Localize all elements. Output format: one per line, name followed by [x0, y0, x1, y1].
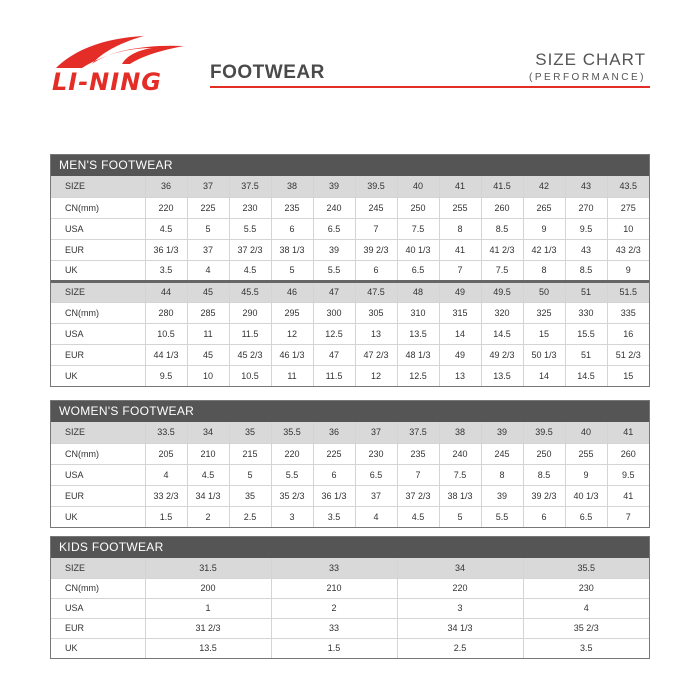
- row-label: USA: [51, 323, 145, 344]
- table-cell: 230: [355, 443, 397, 464]
- table-cell: 42: [523, 176, 565, 197]
- table-cell: 47.5: [355, 281, 397, 302]
- table-cell: 9: [523, 218, 565, 239]
- table-row: [51, 260, 649, 281]
- table-cell: 45: [187, 281, 229, 302]
- table-cell: 200: [145, 578, 271, 598]
- table-cell: 43.5: [607, 176, 649, 197]
- table-cell: 37.5: [397, 422, 439, 443]
- table-row: [51, 239, 649, 260]
- table-cell: 255: [439, 197, 481, 218]
- table-cell: 38: [271, 176, 313, 197]
- chart-title: SIZE CHART: [535, 50, 646, 69]
- table-cell: 14.5: [481, 323, 523, 344]
- table-cell: 4.5: [397, 506, 439, 527]
- table-cell: 275: [607, 197, 649, 218]
- table-cell: 13: [439, 365, 481, 386]
- table-cell: 7: [439, 260, 481, 281]
- table-cell: 235: [397, 443, 439, 464]
- table-cell: 295: [271, 302, 313, 323]
- table-row: [51, 218, 649, 239]
- table-cell: 240: [439, 443, 481, 464]
- table-cell: 220: [145, 197, 187, 218]
- row-label: UK: [51, 638, 145, 658]
- table-cell: 35.5: [523, 558, 649, 578]
- table-cell: 4: [145, 464, 187, 485]
- table-row: [51, 422, 649, 443]
- table-cell: 40: [397, 176, 439, 197]
- table-cell: 38 1/3: [271, 239, 313, 260]
- table-cell: 39: [313, 239, 355, 260]
- table-cell: 41: [607, 485, 649, 506]
- section-title: WOMEN'S FOOTWEAR: [51, 401, 649, 422]
- table-row: [51, 344, 649, 365]
- table-cell: 40: [565, 422, 607, 443]
- table-cell: 39: [313, 176, 355, 197]
- table-cell: 44 1/3: [145, 344, 187, 365]
- table-cell: 1: [145, 598, 271, 618]
- table-row: [51, 506, 649, 527]
- table-cell: 2: [271, 598, 397, 618]
- table-cell: 4.5: [229, 260, 271, 281]
- table-cell: 35 2/3: [523, 618, 649, 638]
- table-cell: 41 2/3: [481, 239, 523, 260]
- table-cell: 9: [607, 260, 649, 281]
- header-divider: [210, 86, 650, 88]
- table-cell: 210: [187, 443, 229, 464]
- table-cell: 225: [313, 443, 355, 464]
- row-label: SIZE: [51, 281, 145, 302]
- table-cell: 260: [481, 197, 523, 218]
- table-cell: 13: [355, 323, 397, 344]
- table-cell: 7.5: [481, 260, 523, 281]
- table-cell: 51: [565, 344, 607, 365]
- table-cell: 13.5: [397, 323, 439, 344]
- table-cell: 205: [145, 443, 187, 464]
- row-label: UK: [51, 260, 145, 281]
- table-cell: 280: [145, 302, 187, 323]
- table-cell: 325: [523, 302, 565, 323]
- row-label: SIZE: [51, 422, 145, 443]
- table-cell: 215: [229, 443, 271, 464]
- table-cell: 33 2/3: [145, 485, 187, 506]
- table-cell: 4: [187, 260, 229, 281]
- table-cell: 41: [439, 239, 481, 260]
- row-label: USA: [51, 218, 145, 239]
- table-row: [51, 281, 649, 302]
- table-cell: 5: [439, 506, 481, 527]
- table-cell: 8: [523, 260, 565, 281]
- brand-name: LI-NING: [52, 68, 162, 96]
- table-cell: 33: [271, 618, 397, 638]
- table-cell: 41: [439, 176, 481, 197]
- table-cell: 35: [229, 422, 271, 443]
- table-cell: 8: [439, 218, 481, 239]
- table-row: [51, 578, 649, 598]
- row-label: CN(mm): [51, 443, 145, 464]
- table-cell: 12.5: [397, 365, 439, 386]
- table-cell: 48 1/3: [397, 344, 439, 365]
- table-cell: 265: [523, 197, 565, 218]
- table-cell: 7: [607, 506, 649, 527]
- table-cell: 35.5: [271, 422, 313, 443]
- row-label: UK: [51, 365, 145, 386]
- table-cell: 47 2/3: [355, 344, 397, 365]
- table-cell: 10.5: [145, 323, 187, 344]
- table-row: [51, 558, 649, 578]
- section-title: MEN'S FOOTWEAR: [51, 155, 649, 176]
- table-cell: 14: [523, 365, 565, 386]
- table-cell: 35: [229, 485, 271, 506]
- table-cell: 47: [313, 344, 355, 365]
- table-cell: 7: [397, 464, 439, 485]
- table-cell: 230: [523, 578, 649, 598]
- table-cell: 9.5: [607, 464, 649, 485]
- table-cell: 34 1/3: [187, 485, 229, 506]
- table-cell: 36: [313, 422, 355, 443]
- row-label: EUR: [51, 485, 145, 506]
- row-label: CN(mm): [51, 302, 145, 323]
- table-cell: 50 1/3: [523, 344, 565, 365]
- table-cell: 49: [439, 281, 481, 302]
- table-cell: 290: [229, 302, 271, 323]
- table-cell: 43: [565, 239, 607, 260]
- row-label: SIZE: [51, 558, 145, 578]
- table-cell: 10.5: [229, 365, 271, 386]
- table-row: [51, 176, 649, 197]
- table-cell: 4.5: [145, 218, 187, 239]
- table-cell: 6.5: [313, 218, 355, 239]
- table-cell: 255: [565, 443, 607, 464]
- table-cell: 51 2/3: [607, 344, 649, 365]
- table-cell: 225: [187, 197, 229, 218]
- table-cell: 305: [355, 302, 397, 323]
- table-cell: 45.5: [229, 281, 271, 302]
- chart-subtitle: (PERFORMANCE): [529, 72, 646, 83]
- table-cell: 49 2/3: [481, 344, 523, 365]
- table-cell: 5.5: [229, 218, 271, 239]
- table-cell: 270: [565, 197, 607, 218]
- table-cell: 11: [271, 365, 313, 386]
- table-cell: 12: [355, 365, 397, 386]
- table-cell: 43 2/3: [607, 239, 649, 260]
- size-table: [51, 558, 649, 658]
- table-cell: 37.5: [229, 176, 271, 197]
- table-cell: 39 2/3: [355, 239, 397, 260]
- table-cell: 37 2/3: [229, 239, 271, 260]
- table-cell: 6: [355, 260, 397, 281]
- table-cell: 38: [439, 422, 481, 443]
- table-cell: 6.5: [355, 464, 397, 485]
- table-cell: 3.5: [145, 260, 187, 281]
- table-cell: 8.5: [523, 464, 565, 485]
- table-cell: 235: [271, 197, 313, 218]
- row-label: CN(mm): [51, 197, 145, 218]
- table-cell: 7.5: [397, 218, 439, 239]
- table-cell: 8.5: [565, 260, 607, 281]
- table-cell: 220: [397, 578, 523, 598]
- table-cell: 39.5: [355, 176, 397, 197]
- size-table: [51, 176, 649, 386]
- table-cell: 11.5: [313, 365, 355, 386]
- table-cell: 8.5: [481, 218, 523, 239]
- table-cell: 3.5: [523, 638, 649, 658]
- table-cell: 37: [187, 176, 229, 197]
- table-cell: 6: [523, 506, 565, 527]
- li-ning-swoosh-icon: [52, 30, 187, 70]
- table-cell: 6.5: [397, 260, 439, 281]
- table-cell: 49.5: [481, 281, 523, 302]
- table-cell: 2.5: [397, 638, 523, 658]
- table-cell: 12: [271, 323, 313, 344]
- size-table: [51, 422, 649, 527]
- table-cell: 250: [523, 443, 565, 464]
- table-cell: 39 2/3: [523, 485, 565, 506]
- table-cell: 210: [271, 578, 397, 598]
- table-cell: 7: [355, 218, 397, 239]
- chart-title-block: [529, 50, 646, 83]
- table-cell: 15.5: [565, 323, 607, 344]
- table-cell: 260: [607, 443, 649, 464]
- table-cell: 40 1/3: [397, 239, 439, 260]
- table-cell: 245: [481, 443, 523, 464]
- table-cell: 41: [607, 422, 649, 443]
- table-row: [51, 598, 649, 618]
- table-cell: 5: [271, 260, 313, 281]
- table-row: [51, 464, 649, 485]
- table-cell: 39: [481, 422, 523, 443]
- row-label: UK: [51, 506, 145, 527]
- table-cell: 5: [187, 218, 229, 239]
- table-cell: 9: [565, 464, 607, 485]
- table-cell: 1.5: [271, 638, 397, 658]
- table-cell: 33.5: [145, 422, 187, 443]
- table-cell: 37: [187, 239, 229, 260]
- table-row: [51, 443, 649, 464]
- table-cell: 44: [145, 281, 187, 302]
- table-cell: 36 1/3: [313, 485, 355, 506]
- table-cell: 330: [565, 302, 607, 323]
- row-label: EUR: [51, 344, 145, 365]
- table-cell: 240: [313, 197, 355, 218]
- row-label: EUR: [51, 618, 145, 638]
- table-cell: 34: [397, 558, 523, 578]
- section-title: KIDS FOOTWEAR: [51, 537, 649, 558]
- table-cell: 41.5: [481, 176, 523, 197]
- womens-footwear-section: [50, 400, 650, 528]
- table-cell: 39: [481, 485, 523, 506]
- table-cell: 4.5: [187, 464, 229, 485]
- kids-footwear-section: [50, 536, 650, 659]
- table-cell: 36 1/3: [145, 239, 187, 260]
- row-label: SIZE: [51, 176, 145, 197]
- table-cell: 9.5: [145, 365, 187, 386]
- table-cell: 315: [439, 302, 481, 323]
- table-cell: 5.5: [481, 506, 523, 527]
- table-cell: 12.5: [313, 323, 355, 344]
- table-cell: 33: [271, 558, 397, 578]
- table-cell: 31.5: [145, 558, 271, 578]
- table-row: [51, 365, 649, 386]
- table-cell: 10: [607, 218, 649, 239]
- table-cell: 13.5: [145, 638, 271, 658]
- table-cell: 43: [565, 176, 607, 197]
- brand-logo: [52, 30, 187, 98]
- table-row: [51, 323, 649, 344]
- table-cell: 35 2/3: [271, 485, 313, 506]
- row-label: USA: [51, 598, 145, 618]
- table-cell: 51.5: [607, 281, 649, 302]
- table-cell: 37: [355, 422, 397, 443]
- table-cell: 10: [187, 365, 229, 386]
- table-row: [51, 197, 649, 218]
- table-cell: 45: [187, 344, 229, 365]
- table-cell: 37: [355, 485, 397, 506]
- table-cell: 51: [565, 281, 607, 302]
- table-cell: 6: [271, 218, 313, 239]
- table-cell: 46: [271, 281, 313, 302]
- table-cell: 5.5: [271, 464, 313, 485]
- row-label: USA: [51, 464, 145, 485]
- table-row: [51, 302, 649, 323]
- table-cell: 14: [439, 323, 481, 344]
- table-cell: 335: [607, 302, 649, 323]
- table-row: [51, 638, 649, 658]
- table-cell: 220: [271, 443, 313, 464]
- table-cell: 6.5: [565, 506, 607, 527]
- table-cell: 38 1/3: [439, 485, 481, 506]
- table-cell: 13.5: [481, 365, 523, 386]
- table-cell: 4: [355, 506, 397, 527]
- table-cell: 50: [523, 281, 565, 302]
- table-cell: 48: [397, 281, 439, 302]
- table-cell: 46 1/3: [271, 344, 313, 365]
- table-cell: 47: [313, 281, 355, 302]
- table-cell: 15: [607, 365, 649, 386]
- row-label: CN(mm): [51, 578, 145, 598]
- table-cell: 14.5: [565, 365, 607, 386]
- table-cell: 31 2/3: [145, 618, 271, 638]
- table-cell: 2: [187, 506, 229, 527]
- table-cell: 42 1/3: [523, 239, 565, 260]
- table-cell: 285: [187, 302, 229, 323]
- table-cell: 6: [313, 464, 355, 485]
- table-cell: 37 2/3: [397, 485, 439, 506]
- table-cell: 4: [523, 598, 649, 618]
- table-cell: 8: [481, 464, 523, 485]
- table-cell: 250: [397, 197, 439, 218]
- table-cell: 320: [481, 302, 523, 323]
- table-cell: 2.5: [229, 506, 271, 527]
- category-title: FOOTWEAR: [210, 62, 325, 83]
- table-cell: 45 2/3: [229, 344, 271, 365]
- mens-footwear-section: [50, 154, 650, 387]
- table-cell: 36: [145, 176, 187, 197]
- table-row: [51, 618, 649, 638]
- table-row: [51, 485, 649, 506]
- table-cell: 310: [397, 302, 439, 323]
- table-cell: 3.5: [313, 506, 355, 527]
- table-cell: 11: [187, 323, 229, 344]
- table-cell: 1.5: [145, 506, 187, 527]
- table-cell: 11.5: [229, 323, 271, 344]
- table-cell: 16: [607, 323, 649, 344]
- table-cell: 49: [439, 344, 481, 365]
- table-cell: 34 1/3: [397, 618, 523, 638]
- table-cell: 5.5: [313, 260, 355, 281]
- table-cell: 40 1/3: [565, 485, 607, 506]
- table-cell: 7.5: [439, 464, 481, 485]
- table-cell: 300: [313, 302, 355, 323]
- table-cell: 34: [187, 422, 229, 443]
- table-cell: 230: [229, 197, 271, 218]
- table-cell: 39.5: [523, 422, 565, 443]
- row-label: EUR: [51, 239, 145, 260]
- table-cell: 15: [523, 323, 565, 344]
- table-cell: 5: [229, 464, 271, 485]
- table-cell: 9.5: [565, 218, 607, 239]
- table-cell: 3: [271, 506, 313, 527]
- table-cell: 3: [397, 598, 523, 618]
- table-cell: 245: [355, 197, 397, 218]
